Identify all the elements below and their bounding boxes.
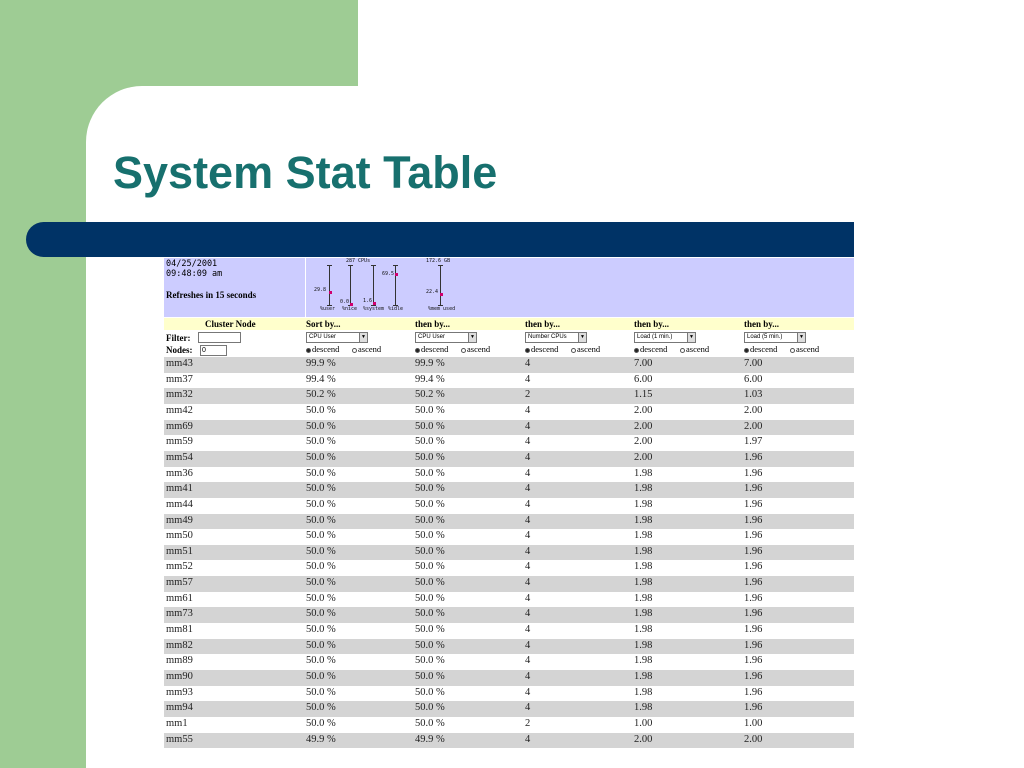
number-cpus-cell: 2 (525, 717, 531, 729)
table-row (164, 592, 854, 608)
load-5-min-cell: 1.96 (744, 561, 763, 573)
load-5-min-cell: 1.97 (744, 436, 763, 448)
load-5-min-cell: 1.00 (744, 717, 763, 729)
table-row (164, 467, 854, 483)
graph-axis-system (373, 265, 374, 306)
node-name-cell: mm61 (166, 592, 193, 604)
node-name-cell: mm81 (166, 624, 193, 636)
node-name-cell: mm50 (166, 530, 193, 542)
number-cpus-cell: 4 (525, 420, 531, 432)
node-name-cell: mm89 (166, 655, 193, 667)
sort-3-ascend-radio[interactable] (571, 344, 600, 354)
sort-1-ascend-radio[interactable] (352, 344, 381, 354)
load-5-min-cell: 1.96 (744, 624, 763, 636)
graph-axis-idle (395, 265, 396, 306)
load-1-min-cell: 1.98 (634, 498, 653, 510)
load-1-min-cell: 1.98 (634, 702, 653, 714)
descend-label: descend (640, 344, 668, 354)
load-1-min-cell: 2.00 (634, 436, 653, 448)
cpu-user-secondary-cell: 50.0 % (415, 655, 445, 667)
load-5-min-cell: 1.96 (744, 514, 763, 526)
cpu-user-secondary-cell: 50.0 % (415, 702, 445, 714)
load-5-min-cell: 2.00 (744, 404, 763, 416)
graph-axis-nice (350, 265, 351, 306)
header-then-by-3: then by... (634, 319, 670, 329)
load-5-min-cell: 1.96 (744, 686, 763, 698)
table-row (164, 607, 854, 623)
number-cpus-cell: 4 (525, 404, 531, 416)
cpu-user-secondary-cell: 50.0 % (415, 545, 445, 557)
cpu-user-secondary-cell: 50.0 % (415, 483, 445, 495)
load-5-min-cell: 1.96 (744, 577, 763, 589)
cpu-user-primary-cell: 50.0 % (306, 404, 336, 416)
cpu-user-secondary-cell: 50.0 % (415, 592, 445, 604)
sort-4-ascend-radio[interactable] (680, 344, 709, 354)
table-row (164, 435, 854, 451)
cpu-user-primary-cell: 50.0 % (306, 451, 336, 463)
load-5-min-cell: 1.03 (744, 389, 763, 401)
radio-selected-icon (744, 348, 749, 353)
sort-2-descend-radio[interactable] (415, 344, 448, 354)
table-row (164, 670, 854, 686)
header-then-by-4: then by... (744, 319, 780, 329)
load-1-min-cell: 2.00 (634, 733, 653, 745)
number-cpus-cell: 4 (525, 624, 531, 636)
number-cpus-cell: 4 (525, 702, 531, 714)
cpu-user-secondary-cell: 50.0 % (415, 420, 445, 432)
graph-cap (348, 265, 353, 266)
dropdown-arrow-icon[interactable]: ▼ (687, 333, 695, 342)
cpu-user-secondary-cell: 50.0 % (415, 671, 445, 682)
dropdown-arrow-icon[interactable]: ▼ (797, 333, 805, 342)
cpu-user-primary-cell: 50.0 % (306, 702, 336, 714)
sort-select-4-value: Load (1 min.) (637, 334, 673, 340)
user-marker (329, 291, 332, 294)
node-name-cell: mm32 (166, 389, 193, 401)
load-1-min-cell: 1.98 (634, 483, 653, 495)
table-row (164, 623, 854, 639)
sort-2-ascend-radio[interactable] (461, 344, 490, 354)
load-5-min-cell: 1.96 (744, 655, 763, 667)
load-1-min-cell: 1.98 (634, 530, 653, 542)
radio-unselected-icon (352, 348, 357, 353)
load-5-min-cell: 1.96 (744, 498, 763, 510)
node-name-cell: mm43 (166, 358, 193, 369)
number-cpus-cell: 4 (525, 639, 531, 651)
cpu-user-secondary-cell: 50.0 % (415, 436, 445, 448)
descend-label: descend (421, 344, 449, 354)
cpu-user-secondary-cell: 50.0 % (415, 717, 445, 729)
cpu-user-primary-cell: 50.0 % (306, 717, 336, 729)
load-1-min-cell: 1.98 (634, 592, 653, 604)
nodes-label: Nodes: (166, 345, 193, 355)
cpu-user-secondary-cell: 50.0 % (415, 404, 445, 416)
table-row (164, 545, 854, 561)
load-1-min-cell: 1.98 (634, 561, 653, 573)
sort-select-3-value: Number CPUs (528, 334, 567, 340)
table-row (164, 701, 854, 717)
ascend-label: ascend (686, 344, 710, 354)
controls-row (164, 330, 854, 357)
cpu-user-primary-cell: 50.2 % (306, 389, 336, 401)
idle-marker (395, 273, 398, 276)
cpu-user-primary-cell: 50.0 % (306, 686, 336, 698)
load-5-min-cell: 1.96 (744, 592, 763, 604)
sort-select-1-value: CPU User (309, 334, 337, 340)
radio-unselected-icon (680, 348, 685, 353)
cpu-user-secondary-cell: 50.0 % (415, 686, 445, 698)
nodes-input[interactable]: 0 (200, 345, 227, 356)
load-1-min-cell: 1.98 (634, 671, 653, 682)
node-name-cell: mm44 (166, 498, 193, 510)
cpu-user-secondary-cell: 50.0 % (415, 451, 445, 463)
time-text: 09:48:09 am (166, 269, 223, 279)
system-marker (373, 302, 376, 305)
refresh-notice: Refreshes in 15 seconds (166, 290, 257, 300)
sort-select-1[interactable] (306, 332, 368, 343)
cpu-user-primary-cell: 50.0 % (306, 420, 336, 432)
cpu-user-secondary-cell: 50.0 % (415, 624, 445, 636)
ascend-label: ascend (358, 344, 382, 354)
descend-label: descend (750, 344, 778, 354)
cpu-user-primary-cell: 49.9 % (306, 733, 336, 745)
cpu-user-primary-cell: 50.0 % (306, 655, 336, 667)
date-text: 04/25/2001 (166, 259, 218, 269)
node-name-cell: mm41 (166, 483, 193, 495)
node-name-cell: mm57 (166, 577, 193, 589)
sort-3-descend-radio[interactable] (525, 344, 558, 354)
dropdown-arrow-icon[interactable]: ▼ (359, 333, 367, 342)
cpu-user-secondary-cell: 50.0 % (415, 639, 445, 651)
cpu-user-primary-cell: 50.0 % (306, 671, 336, 682)
idle-value: 69.5 (382, 271, 395, 277)
sort-5-descend-radio[interactable] (744, 344, 777, 354)
cpu-user-primary-cell: 50.0 % (306, 592, 336, 604)
number-cpus-cell: 4 (525, 686, 531, 698)
timestamp (166, 259, 222, 279)
axis-label-idle: %idle (388, 306, 404, 312)
title-underline-bar (26, 222, 854, 257)
node-name-cell: mm94 (166, 702, 193, 714)
number-cpus-cell: 4 (525, 561, 531, 573)
cpu-user-secondary-cell: 50.0 % (415, 467, 445, 479)
nice-value: 0.0 (340, 299, 350, 305)
descend-label: descend (312, 344, 340, 354)
load-1-min-cell: 2.00 (634, 451, 653, 463)
cpu-user-primary-cell: 50.0 % (306, 498, 336, 510)
load-5-min-cell: 2.00 (744, 733, 763, 745)
header-then-by-1: then by... (415, 319, 451, 329)
header-cluster-node: Cluster Node (205, 319, 256, 329)
cpu-user-primary-cell: 50.0 % (306, 577, 336, 589)
sort-select-2[interactable] (415, 332, 477, 343)
cpu-user-secondary-cell: 50.0 % (415, 498, 445, 510)
cpu-user-primary-cell: 50.0 % (306, 608, 336, 620)
mem-value: 22.4 (426, 289, 439, 295)
node-name-cell: mm59 (166, 436, 193, 448)
table-row (164, 373, 854, 389)
table-row (164, 420, 854, 436)
load-5-min-cell: 2.00 (744, 420, 763, 432)
axis-label-user: %user (320, 306, 336, 312)
cpu-user-primary-cell: 50.0 % (306, 514, 336, 526)
radio-selected-icon (634, 348, 639, 353)
axis-label-system: %system (363, 306, 385, 312)
number-cpus-cell: 4 (525, 467, 531, 479)
cpu-user-primary-cell: 50.0 % (306, 545, 336, 557)
load-5-min-cell: 1.96 (744, 530, 763, 542)
cpu-user-primary-cell: 50.0 % (306, 436, 336, 448)
load-1-min-cell: 1.98 (634, 467, 653, 479)
cpu-user-secondary-cell: 50.2 % (415, 389, 445, 401)
node-name-cell: mm55 (166, 733, 193, 745)
number-cpus-cell: 4 (525, 483, 531, 495)
cpu-user-primary-cell: 99.9 % (306, 358, 336, 369)
load-1-min-cell: 1.00 (634, 717, 653, 729)
sort-select-5[interactable] (744, 332, 806, 343)
cpu-user-secondary-cell: 50.0 % (415, 530, 445, 542)
load-5-min-cell: 1.96 (744, 639, 763, 651)
graph-cap (327, 265, 332, 266)
sort-5-ascend-radio[interactable] (790, 344, 819, 354)
table-row (164, 639, 854, 655)
number-cpus-cell: 4 (525, 436, 531, 448)
load-5-min-cell: 6.00 (744, 373, 763, 385)
load-5-min-cell: 1.96 (744, 608, 763, 620)
table-row (164, 560, 854, 576)
graph-axis-user (329, 265, 330, 306)
axis-label-mem: %mem used (428, 306, 456, 312)
cpu-user-primary-cell: 50.0 % (306, 467, 336, 479)
load-1-min-cell: 1.98 (634, 624, 653, 636)
table-row (164, 388, 854, 404)
load-5-min-cell: 1.96 (744, 702, 763, 714)
status-header (164, 258, 854, 317)
sort-select-3[interactable] (525, 332, 587, 343)
timestamp-cell (164, 258, 306, 317)
radio-selected-icon (415, 348, 420, 353)
node-name-cell: mm37 (166, 373, 193, 385)
radio-unselected-icon (461, 348, 466, 353)
sort-select-5-value: Load (5 min.) (747, 334, 783, 340)
number-cpus-cell: 4 (525, 373, 531, 385)
cpu-user-secondary-cell: 50.0 % (415, 561, 445, 573)
graph-cap (393, 265, 398, 266)
table-row (164, 686, 854, 702)
table-row (164, 514, 854, 530)
load-1-min-cell: 1.15 (634, 389, 653, 401)
load-1-min-cell: 2.00 (634, 404, 653, 416)
load-5-min-cell: 1.96 (744, 671, 763, 682)
node-name-cell: mm1 (166, 717, 188, 729)
load-5-min-cell: 1.96 (744, 545, 763, 557)
sort-select-2-value: CPU User (418, 334, 446, 340)
user-value: 29.8 (314, 287, 327, 293)
table-row (164, 404, 854, 420)
node-name-cell: mm49 (166, 514, 193, 526)
dropdown-arrow-icon[interactable]: ▼ (468, 333, 476, 342)
load-1-min-cell: 1.98 (634, 686, 653, 698)
table-row (164, 654, 854, 670)
node-name-cell: mm51 (166, 545, 193, 557)
table-row (164, 733, 854, 749)
axis-label-nice: %nice (342, 306, 358, 312)
load-1-min-cell: 1.98 (634, 514, 653, 526)
number-cpus-cell: 4 (525, 592, 531, 604)
node-name-cell: mm36 (166, 467, 193, 479)
graph-cap (371, 265, 376, 266)
cpu-user-secondary-cell: 50.0 % (415, 608, 445, 620)
table-row (164, 357, 854, 373)
ascend-label: ascend (467, 344, 491, 354)
ascend-label: ascend (577, 344, 601, 354)
load-1-min-cell: 6.00 (634, 373, 653, 385)
number-cpus-cell: 4 (525, 514, 531, 526)
load-1-min-cell: 1.98 (634, 545, 653, 557)
number-cpus-cell: 2 (525, 389, 531, 401)
node-name-cell: mm93 (166, 686, 193, 698)
load-5-min-cell: 7.00 (744, 358, 763, 369)
table-row (164, 529, 854, 545)
number-cpus-cell: 4 (525, 358, 531, 369)
number-cpus-cell: 4 (525, 530, 531, 542)
number-cpus-cell: 4 (525, 671, 531, 682)
table-row (164, 576, 854, 592)
cpu-user-primary-cell: 99.4 % (306, 373, 336, 385)
load-1-min-cell: 1.98 (634, 577, 653, 589)
slide-title: System Stat Table (113, 147, 498, 198)
cpu-user-secondary-cell: 50.0 % (415, 577, 445, 589)
table-row (164, 717, 854, 733)
node-name-cell: mm82 (166, 639, 193, 651)
cpu-user-primary-cell: 50.0 % (306, 561, 336, 573)
load-1-min-cell: 1.98 (634, 639, 653, 651)
load-5-min-cell: 1.96 (744, 467, 763, 479)
node-name-cell: mm42 (166, 404, 193, 416)
number-cpus-cell: 4 (525, 498, 531, 510)
radio-selected-icon (525, 348, 530, 353)
node-name-cell: mm52 (166, 561, 193, 573)
dropdown-arrow-icon[interactable]: ▼ (578, 333, 586, 342)
number-cpus-cell: 4 (525, 655, 531, 667)
cpu-user-secondary-cell: 50.0 % (415, 514, 445, 526)
load-1-min-cell: 1.98 (634, 608, 653, 620)
stat-table-screenshot (164, 258, 854, 750)
cpu-user-primary-cell: 50.0 % (306, 483, 336, 495)
filter-label: Filter: (166, 333, 191, 343)
header-then-by-2: then by... (525, 319, 561, 329)
number-cpus-cell: 4 (525, 451, 531, 463)
number-cpus-cell: 4 (525, 577, 531, 589)
memory-label: 172.6 GB (426, 258, 451, 264)
cpu-user-secondary-cell: 49.9 % (415, 733, 445, 745)
filter-input[interactable] (198, 332, 241, 343)
cpus-label: 287 CPUs (346, 258, 371, 264)
radio-selected-icon (306, 348, 311, 353)
ascend-label: ascend (796, 344, 820, 354)
node-name-cell: mm54 (166, 451, 193, 463)
node-name-cell: mm90 (166, 671, 193, 682)
cpu-user-primary-cell: 50.0 % (306, 530, 336, 542)
number-cpus-cell: 4 (525, 608, 531, 620)
graph-axis-mem (440, 265, 441, 306)
header-sort-by: Sort by... (306, 319, 341, 329)
radio-unselected-icon (571, 348, 576, 353)
load-1-min-cell: 1.98 (634, 655, 653, 667)
number-cpus-cell: 4 (525, 545, 531, 557)
load-1-min-cell: 7.00 (634, 358, 653, 369)
node-name-cell: mm73 (166, 608, 193, 620)
table-row (164, 451, 854, 467)
number-cpus-cell: 4 (525, 733, 531, 745)
table-row (164, 482, 854, 498)
descend-label: descend (531, 344, 559, 354)
graph-cap (438, 265, 443, 266)
load-5-min-cell: 1.96 (744, 483, 763, 495)
radio-unselected-icon (790, 348, 795, 353)
mem-marker (440, 293, 443, 296)
cpu-user-secondary-cell: 99.9 % (415, 358, 445, 369)
table-row (164, 498, 854, 514)
sort-1-descend-radio[interactable] (306, 344, 339, 354)
system-value: 1.6 (363, 298, 373, 304)
cpu-user-primary-cell: 50.0 % (306, 639, 336, 651)
load-1-min-cell: 2.00 (634, 420, 653, 432)
column-header-row (164, 318, 854, 330)
cpu-user-secondary-cell: 99.4 % (415, 373, 445, 385)
load-5-min-cell: 1.96 (744, 451, 763, 463)
sort-4-descend-radio[interactable] (634, 344, 667, 354)
sort-select-4[interactable] (634, 332, 696, 343)
node-name-cell: mm69 (166, 420, 193, 432)
cpu-user-primary-cell: 50.0 % (306, 624, 336, 636)
